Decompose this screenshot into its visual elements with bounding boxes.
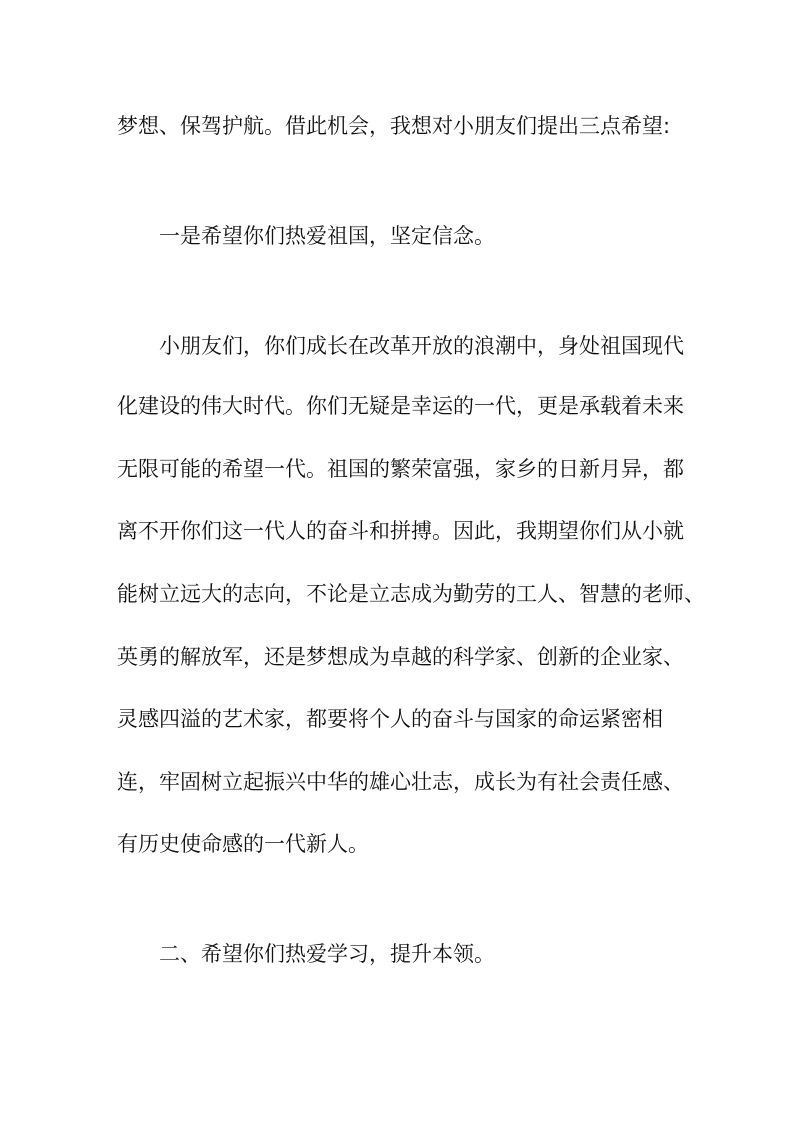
section-heading: 二、希望你们热爱学习，提升本领。 bbox=[159, 942, 495, 966]
paragraph-first-line: 小朋友们，你们成长在改革开放的浪潮中，身处祖国现代 bbox=[159, 334, 684, 358]
section-heading: 一是希望你们热爱祖国，坚定信念。 bbox=[159, 224, 495, 248]
text-line: 连，牢固树立起振兴中华的雄心壮志，成长为有社会责任感、 bbox=[117, 770, 684, 794]
text-line: 梦想、保驾护航。借此机会，我想对小朋友们提出三点希望: bbox=[117, 114, 671, 138]
text-line: 灵感四溢的艺术家，都要将个人的奋斗与国家的命运紧密相 bbox=[117, 707, 663, 731]
text-line: 英勇的解放军，还是梦想成为卓越的科学家、创新的企业家、 bbox=[117, 645, 684, 669]
text-line: 化建设的伟大时代。你们无疑是幸运的一代，更是承载着未来 bbox=[117, 394, 684, 418]
text-line: 离不开你们这一代人的奋斗和拼搏。因此，我期望你们从小就 bbox=[117, 519, 684, 543]
text-line: 有历史使命感的一代新人。 bbox=[117, 832, 369, 856]
text-line: 无限可能的希望一代。祖国的繁荣富强，家乡的日新月异，都 bbox=[117, 457, 684, 481]
text-line: 能树立远大的志向，不论是立志成为勤劳的工人、智慧的老师、 bbox=[117, 582, 705, 606]
